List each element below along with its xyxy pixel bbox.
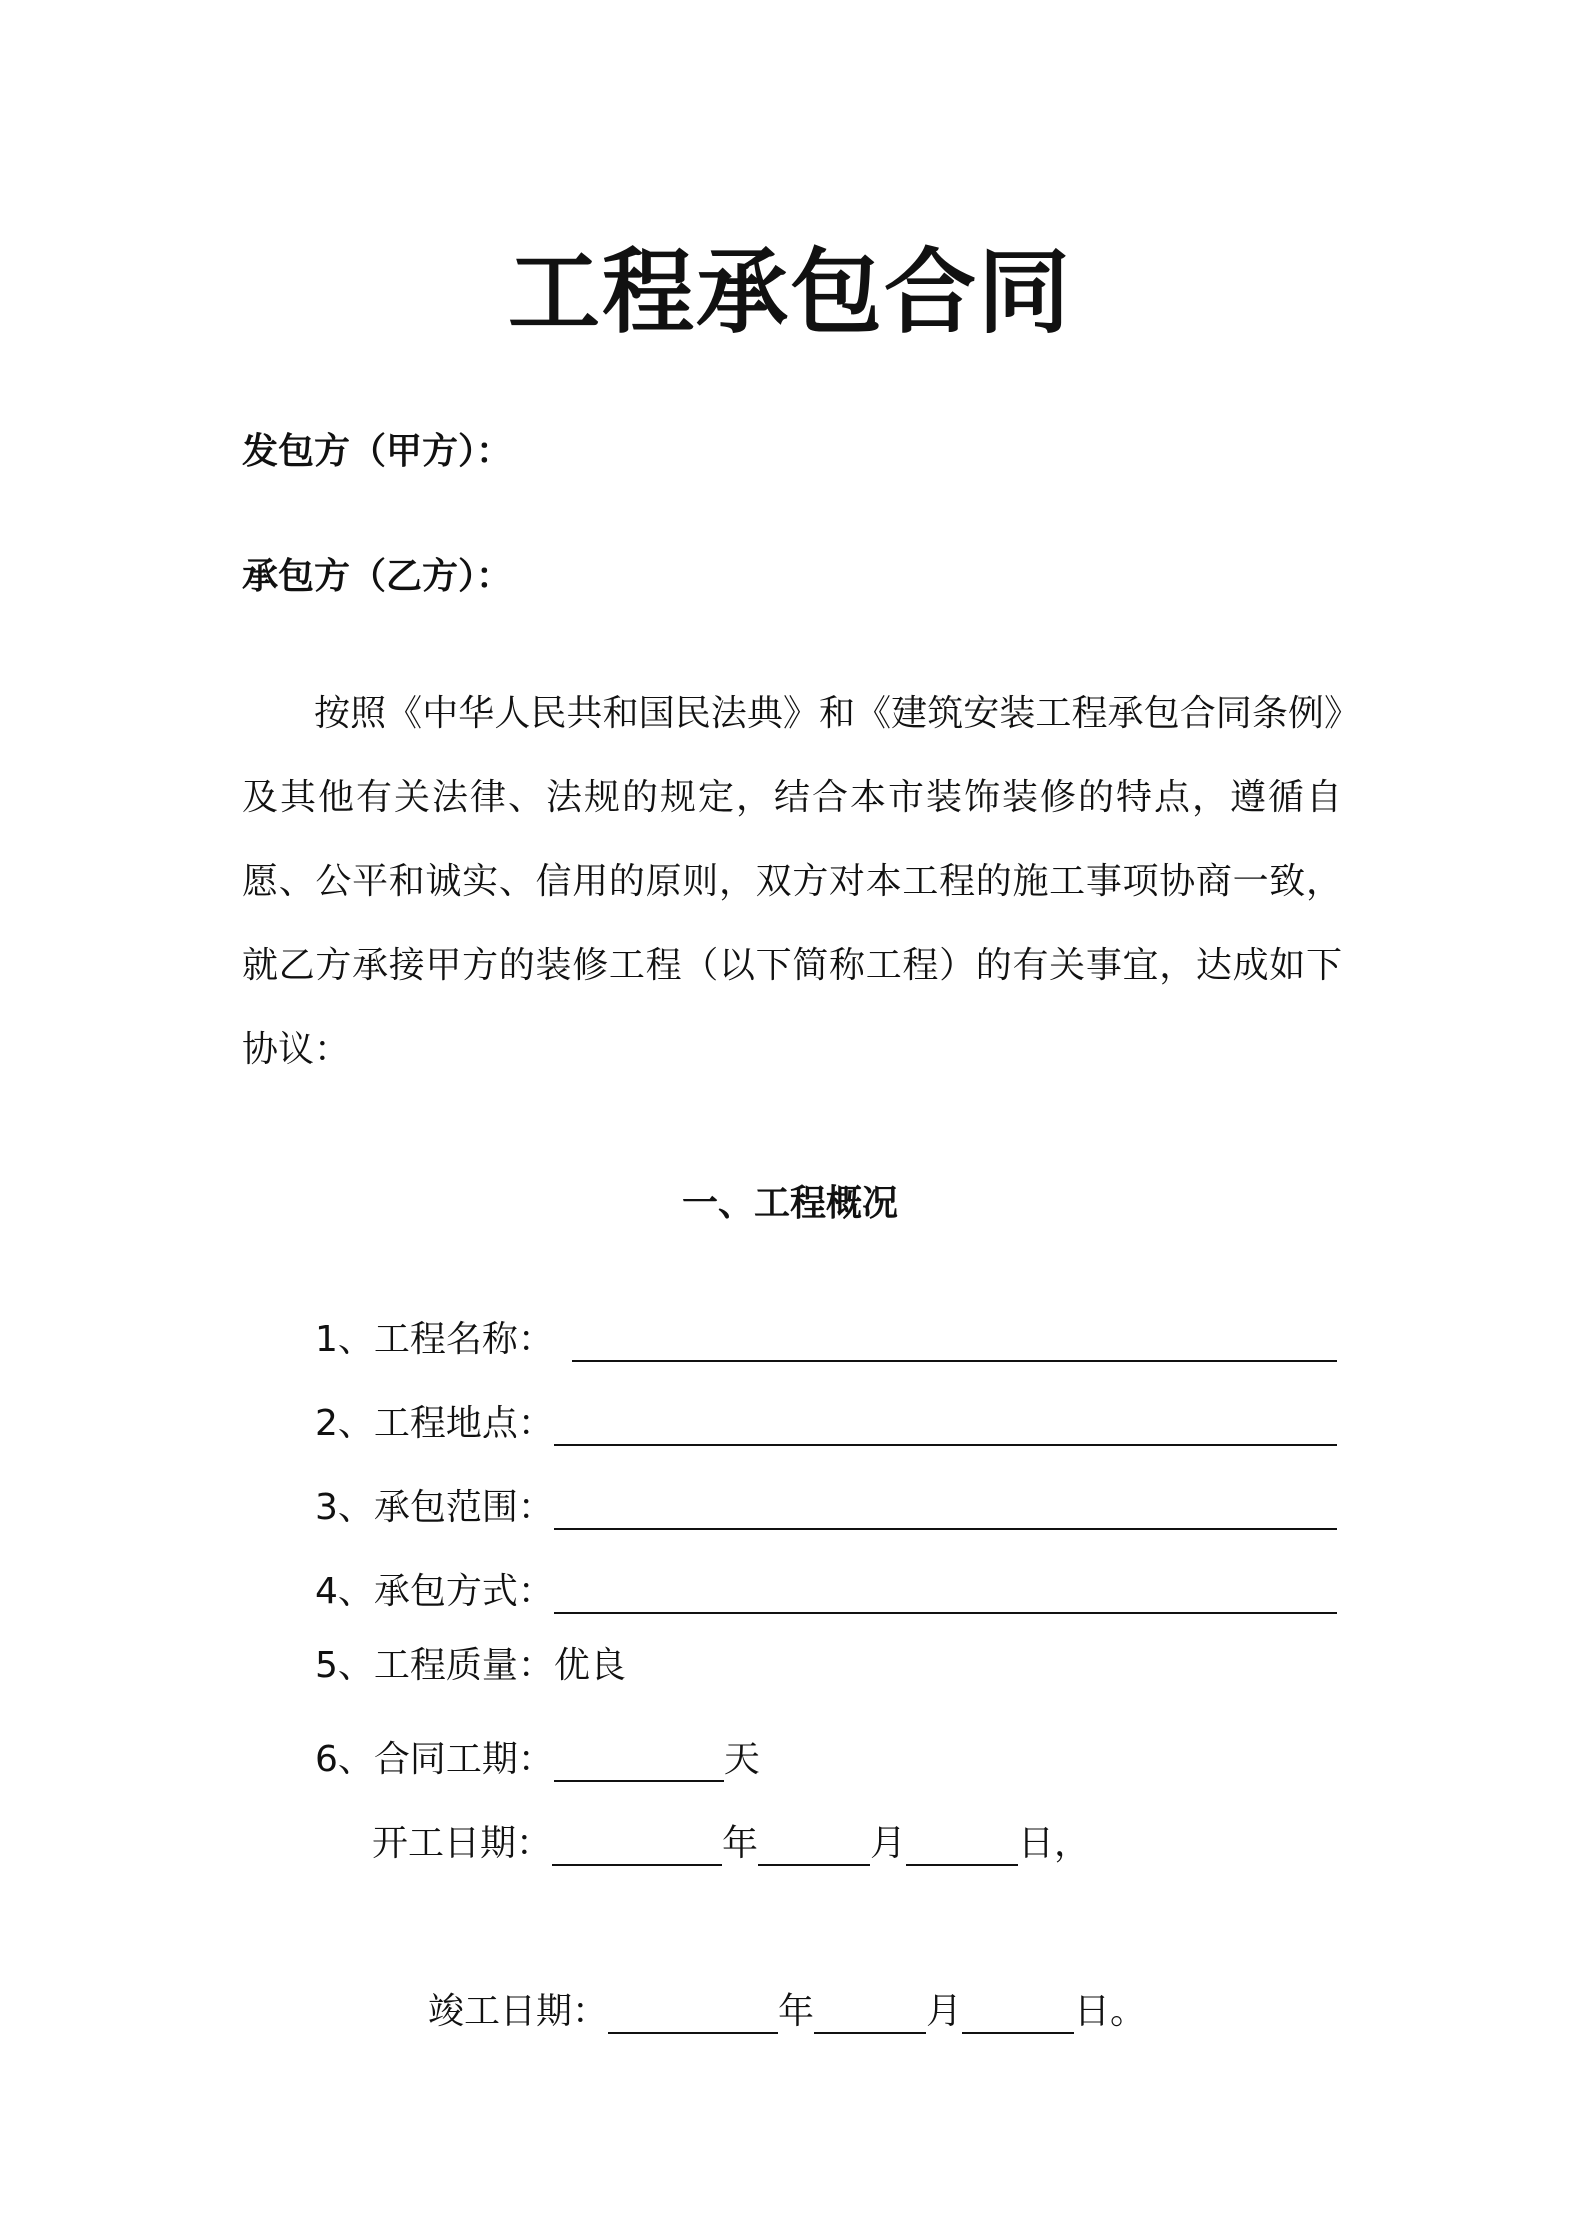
period-unit: 天 (723, 1739, 760, 1780)
field-label: 开工日期： (372, 1823, 553, 1864)
project-location-blank[interactable] (554, 1392, 1337, 1446)
intro-paragraph: 按照《中华人民共和国民法典》和《建筑安装工程承包合同条例》及其他有关法律、法规的规定，结合本市装饰装修的特点，遵循自愿、公平和诚实、信用的原则，双方对本工程的施工事项协商一致，就乙方承接甲方的装修工程（以下简称工程）的有关事宜，达成如下协议： (242, 693, 1342, 1070)
field-project-name (315, 1308, 1337, 1362)
spacer (554, 1310, 572, 1362)
start-month-blank[interactable] (758, 1812, 870, 1866)
field-project-quality (315, 1644, 626, 1688)
contract-method-blank[interactable] (554, 1560, 1337, 1614)
month-unit: 月 (870, 1823, 907, 1864)
field-label: 4、承包方式： (315, 1571, 554, 1612)
field-contract-period (315, 1728, 760, 1782)
end-day-blank[interactable] (962, 1980, 1074, 2034)
field-end-date (428, 1980, 1146, 2034)
field-label: 6、合同工期： (315, 1739, 554, 1780)
start-day-blank[interactable] (906, 1812, 1018, 1866)
section-heading-overview: 一、工程概况 (681, 1183, 898, 1224)
field-project-location (315, 1392, 1337, 1446)
field-label: 竣工日期： (428, 1991, 609, 2032)
field-label: 2、工程地点： (315, 1403, 554, 1444)
year-unit: 年 (722, 1823, 759, 1864)
year-unit: 年 (778, 1991, 815, 2032)
project-name-blank[interactable] (572, 1308, 1337, 1362)
period-days-blank[interactable] (554, 1728, 724, 1782)
document-title: 工程承包合同 (507, 239, 1072, 346)
party-b-label: 承包方（乙方）： (242, 556, 513, 597)
day-unit: 日。 (1074, 1991, 1147, 2032)
contract-scope-blank[interactable] (554, 1476, 1337, 1530)
quality-value: 优良 (553, 1645, 626, 1686)
day-unit: 日， (1018, 1823, 1091, 1864)
end-month-blank[interactable] (814, 1980, 926, 2034)
start-year-blank[interactable] (552, 1812, 722, 1866)
field-contract-method (315, 1560, 1337, 1614)
field-label: 5、工程质量： (315, 1645, 554, 1686)
party-a-label: 发包方（甲方）： (242, 431, 513, 472)
field-label: 3、承包范围： (315, 1487, 554, 1528)
month-unit: 月 (926, 1991, 963, 2032)
end-year-blank[interactable] (608, 1980, 778, 2034)
field-start-date (372, 1812, 1090, 1866)
field-label: 1、工程名称： (315, 1319, 554, 1360)
field-contract-scope (315, 1476, 1337, 1530)
